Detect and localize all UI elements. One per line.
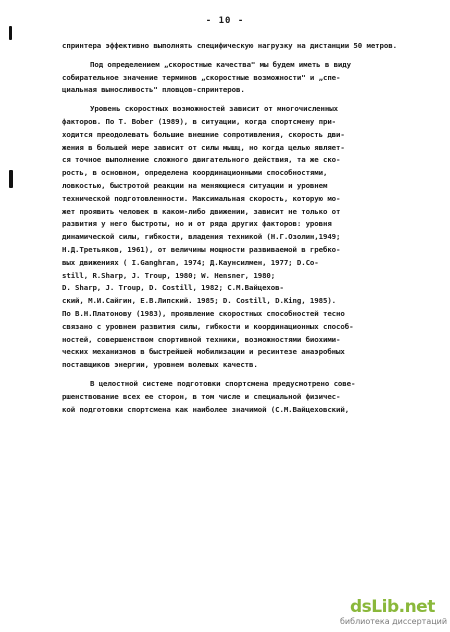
text-line: ловкостью, быстротой реакции на меняющиеся ситуации и уровнем — [62, 180, 328, 190]
text-line: факторов. По T. Bober (1989), в ситуации, когда спортсмену при- — [62, 116, 337, 126]
text-line: ческих механизмов в быстрейшей мобилизации и ресинтезе анаэробных — [62, 347, 345, 357]
page-number: - 10 - — [205, 16, 245, 26]
margin-mark-top — [9, 26, 12, 40]
margin-mark-middle — [9, 170, 13, 188]
text-line: циальная выносливость" пловцов-спринтеров. — [62, 85, 245, 95]
text-line: развития у него быстроты, но и от ряда других факторов: уровня — [62, 219, 332, 229]
text-line: ся точное выполнение сложного двигательного действия, та же ско- — [62, 155, 341, 165]
text-line: ский, М.И.Сайгин, Е.В.Липский. 1985; D. Costill, D.King, 1985). — [62, 296, 337, 306]
text-line: D. Sharp, J. Troup, D. Costill, 1982; С.М.Вайцехов- — [62, 283, 284, 293]
text-line: вых движениях ( I.Ganghran, 1974; Д.Каунсилмен, 1977; D.Co- — [62, 257, 319, 267]
text-line: ршенствование всех ее сторон, в том числе и специальной физичес- — [62, 391, 341, 401]
text-line: ностей, совершенством спортивной техники, возможностями биохими- — [62, 334, 341, 344]
text-line: ходится преодолевать большие внешние сопротивления, скорость дви- — [62, 129, 345, 139]
text-line: Уровень скоростных возможностей зависит от многочисленных — [90, 104, 338, 114]
text-line: В целостной системе подготовки спортсмена предусмотрено сове- — [90, 378, 356, 388]
text-line: технической подготовленности. Максимальная скорость, которую мо- — [62, 193, 341, 203]
text-line: собирательное значение терминов „скоростные возможности" и „спе- — [62, 72, 341, 82]
text-line: По В.Н.Платонову (1983), проявление скоростных способностей тесно — [62, 308, 345, 318]
text-line: связано с уровнем развития силы, гибкости и координационных способ- — [62, 321, 354, 331]
text-line: поставщиков энергии, уровнем волевых качеств. — [62, 360, 258, 370]
text-line: still, R.Sharp, J. Troup, 1980; W. Hensner, 1980; — [62, 270, 276, 280]
watermark-logo[interactable]: dsLib.net — [350, 597, 435, 617]
text-line: динамической силы, гибкости, владения техникой (Н.Г.Озолин,1949; — [62, 232, 341, 242]
text-line: рость, в основном, определена координационными способностями, — [62, 168, 328, 178]
text-line: кой подготовки спортсмена как наиболее значимой (С.М.Вайцеховский, — [62, 404, 350, 414]
text-line: спринтера эффективно выполнять специфическую нагрузку на дистанции 50 метров. — [62, 41, 397, 50]
document-body — [62, 40, 430, 416]
text-line: жения в большей мере зависит от силы мышц, но когда целью являет- — [62, 142, 345, 152]
text-line: жет проявить человек в каком-либо движении, зависит не только от — [62, 206, 341, 216]
watermark-subtitle: библиотека диссертаций — [340, 617, 448, 626]
text-line: Н.Д.Третьяков, 1961), от величины мощности развиваемой в гребко- — [62, 244, 341, 254]
text-line: Под определением „скоростные качества" мы будем иметь в виду — [90, 59, 351, 69]
